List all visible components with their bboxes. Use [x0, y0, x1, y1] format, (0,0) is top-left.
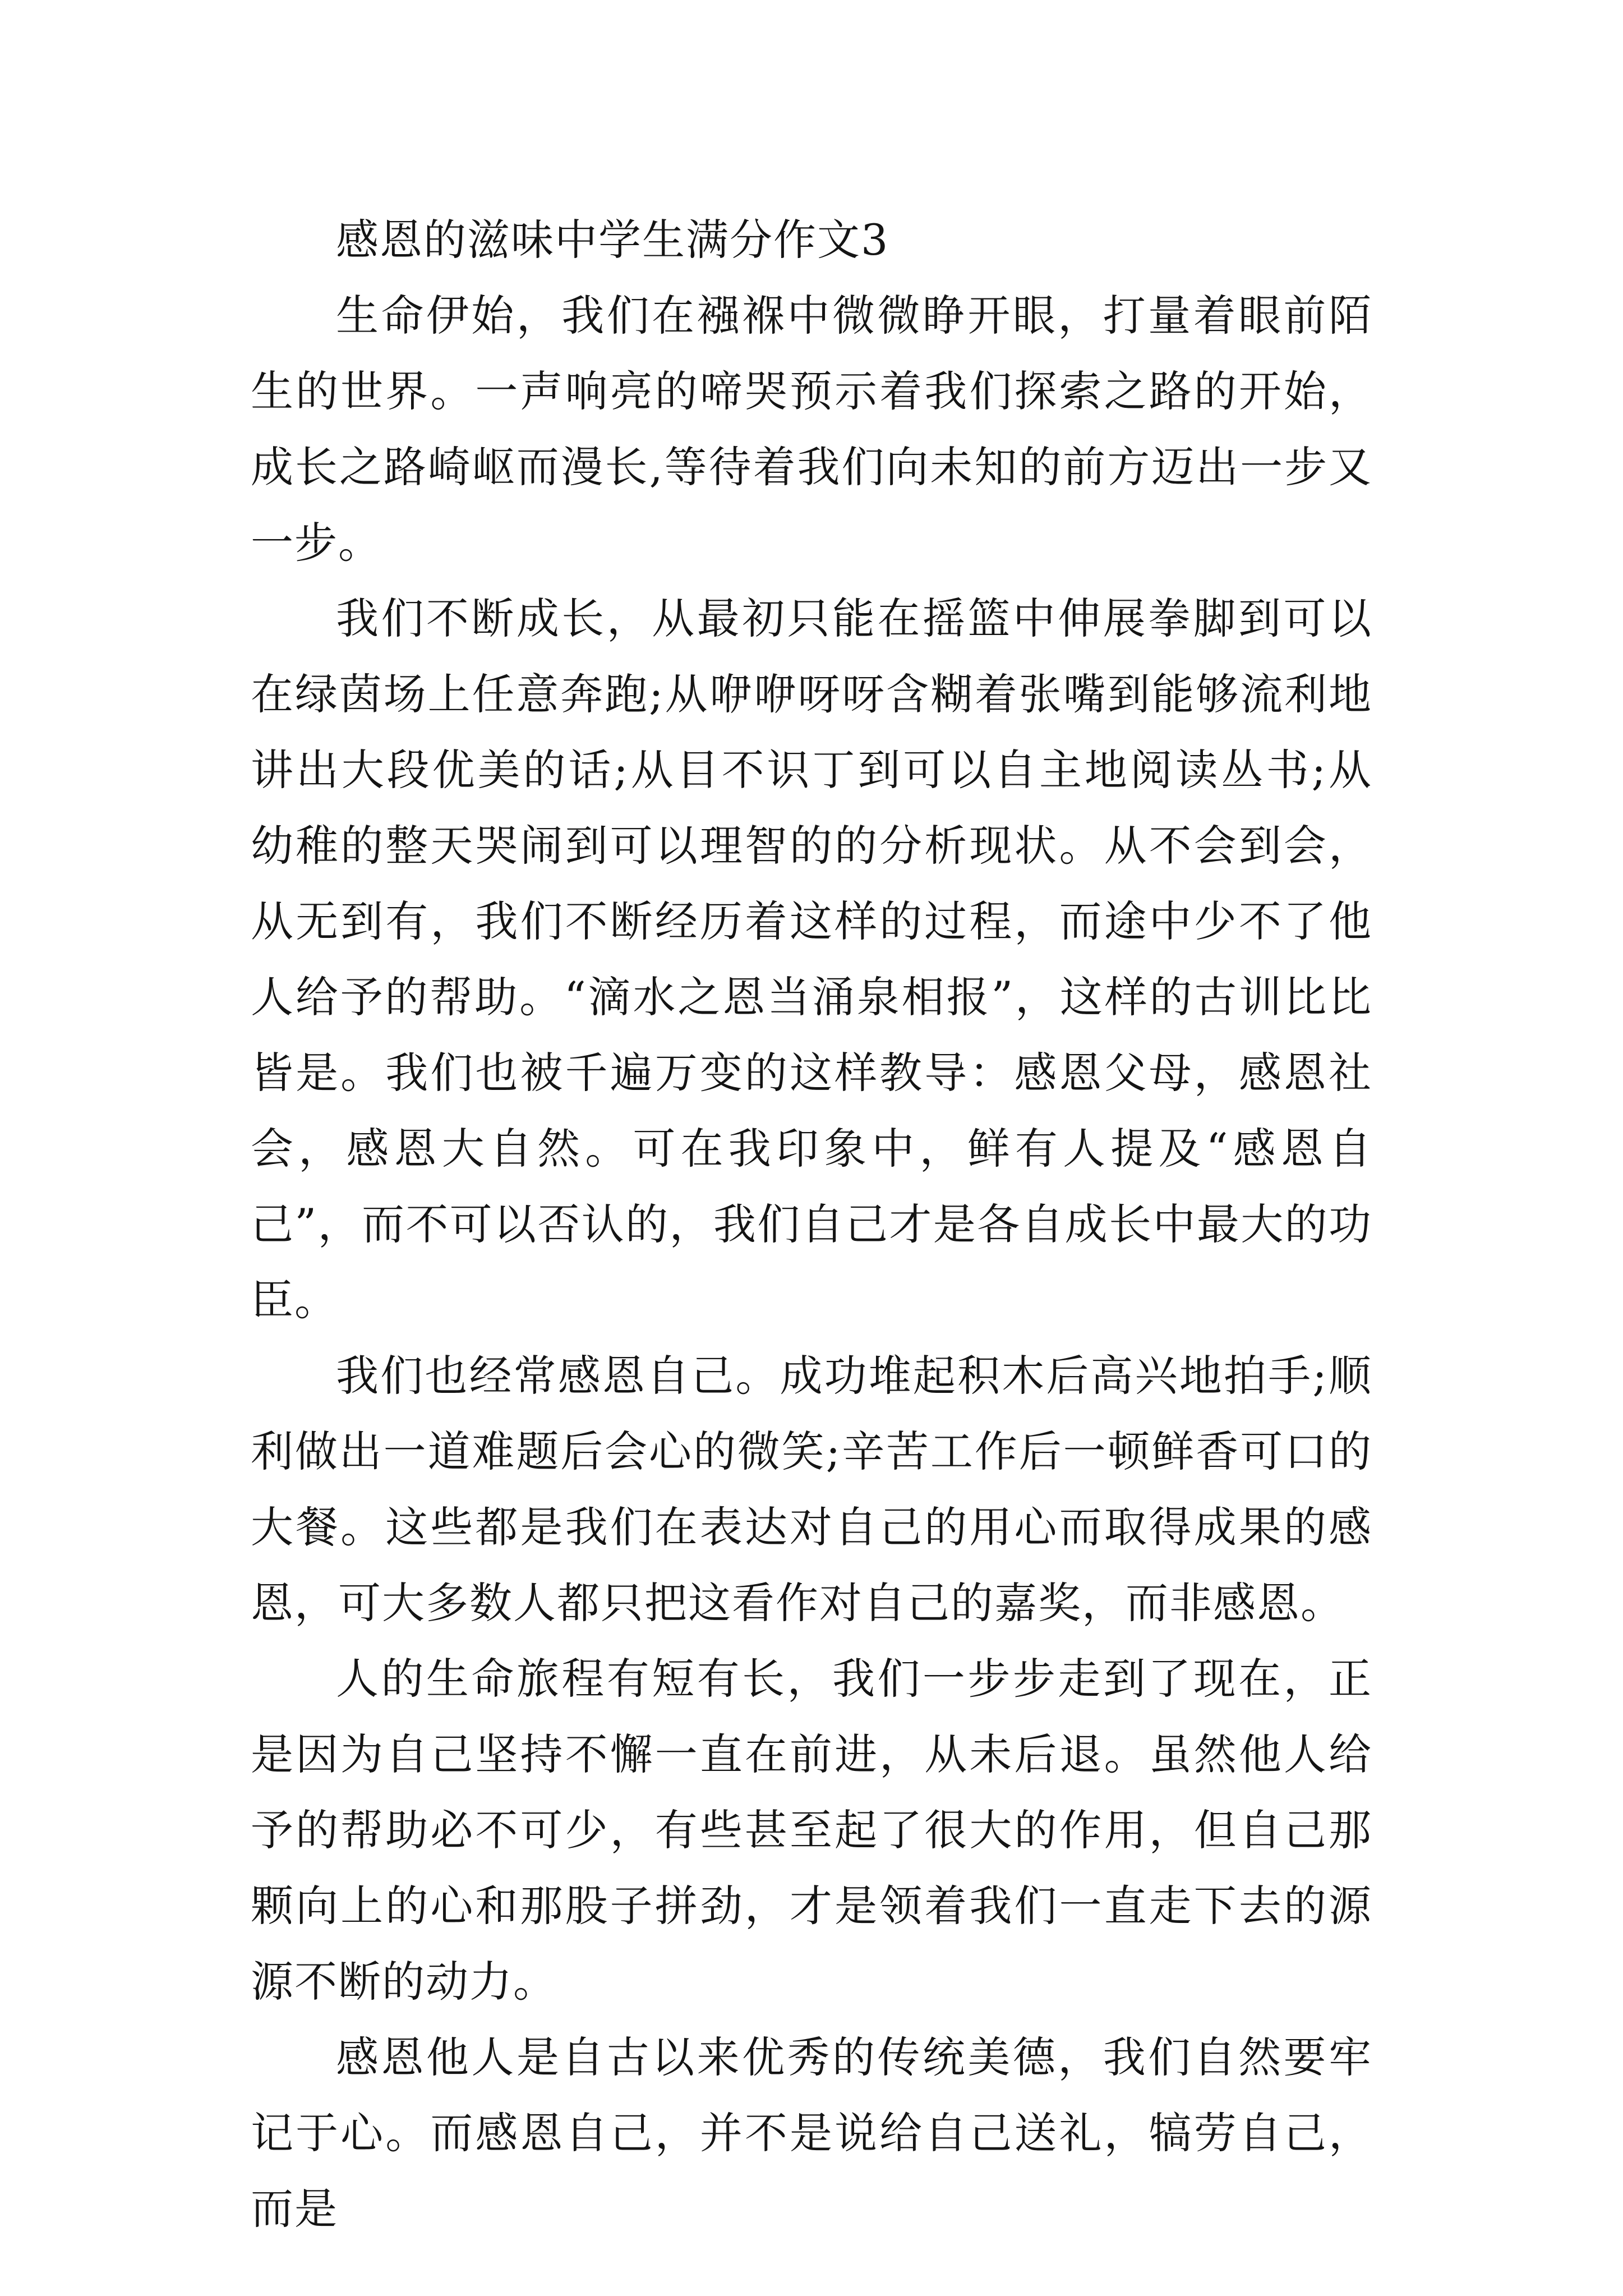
paragraph-2: 我们不断成长，从最初只能在摇篮中伸展拳脚到可以在绿茵场上任意奔跑;从咿咿呀呀含糊着张嘴到能够流利地讲出大段优美的话;从目不识丁到可以自主地阅读丛书;从幼稚的整天哭闹到可以理智的的分析现状。从不会到会，从无到有，我们不断经历着这样的过程，而途中少不了他人给予的帮助。“滴水之恩当涌泉相报”，这样的古训比比皆是。我们也被千遍万变的这样教导：感恩父母，感恩社会，感恩大自然。可在我印象中，鲜有人提及“感恩自己”，而不可以否认的，我们自己才是各自成长中最大的功臣。 — [251, 593, 1372, 1325]
document-body — [251, 202, 1372, 2247]
paragraph-1: 生命伊始，我们在襁褓中微微睁开眼，打量着眼前陌生的世界。一声响亮的啼哭预示着我们探索之路的开始，成长之路崎岖而漫长,等待着我们向未知的前方迈出一步又一步。 — [251, 291, 1372, 568]
paragraph-3: 我们也经常感恩自己。成功堆起积木后高兴地拍手;顺利做出一道难题后会心的微笑;辛苦工作后一顿鲜香可口的大餐。这些都是我们在表达对自己的用心而取得成果的感恩，可大多数人都只把这看作对自己的嘉奖，而非感恩。 — [251, 1351, 1372, 1628]
paragraph-4: 人的生命旅程有短有长，我们一步步走到了现在，正是因为自己坚持不懈一直在前进，从未后退。虽然他人给予的帮助必不可少，有些甚至起了很大的作用，但自己那颗向上的心和那股子拼劲，才是领着我们一直走下去的源源不断的动力。 — [251, 1654, 1372, 2007]
paragraph-5: 感恩他人是自古以来优秀的传统美德，我们自然要牢记于心。而感恩自己，并不是说给自己送礼，犒劳自己，而是 — [251, 2032, 1372, 2234]
document-title: 感恩的滋味中学生满分作文3 — [336, 215, 889, 265]
